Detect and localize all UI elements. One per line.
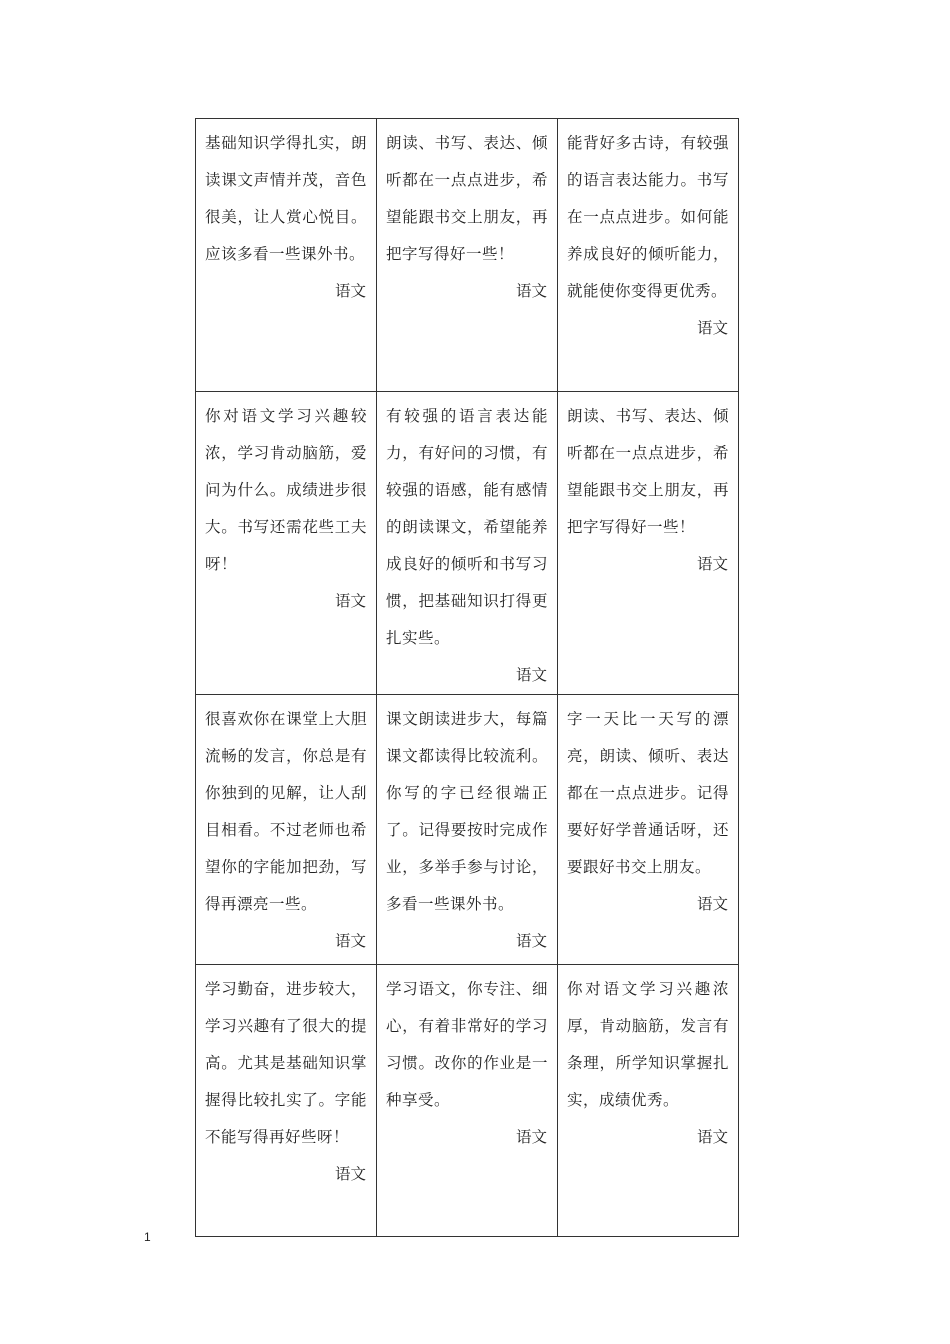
comment-cell (558, 119, 739, 392)
subject-signature: 语文 (334, 1165, 366, 1183)
table-row (196, 965, 739, 1237)
comment-cell (196, 119, 377, 392)
subject-signature: 语文 (334, 282, 366, 300)
subject-signature: 语文 (334, 932, 366, 950)
comment-cell (196, 392, 377, 695)
comment-text: 学习语文，你专注、细心，有着非常好的学习习惯。改你的作业是一种享受。 (386, 980, 548, 1109)
comment-text: 朗读、书写、表达、倾听都在一点点进步，希望能跟书交上朋友，再把字写得好一些！ (567, 407, 729, 536)
comment-text: 学习勤奋，进步较大，学习兴趣有了很大的提高。尤其是基础知识掌握得比较扎实了。字能不能写得再好些呀！ (205, 980, 367, 1146)
comment-text: 基础知识学得扎实，朗读课文声情并茂，音色很美，让人赏心悦目。应该多看一些课外书。 (205, 134, 367, 263)
comment-cell (558, 965, 739, 1237)
comment-text: 很喜欢你在课堂上大胆流畅的发言，你总是有你独到的见解，让人刮目相看。不过老师也希望你的字能加把劲，写得再漂亮一些。 (205, 710, 367, 913)
comment-cell (377, 392, 558, 695)
comment-text: 字一天比一天写的漂亮，朗读、倾听、表达都在一点点进步。记得要好好学普通话呀，还要跟好书交上朋友。 (567, 710, 729, 876)
subject-signature: 语文 (696, 319, 728, 337)
subject-signature: 语文 (696, 555, 728, 573)
comment-cell (196, 965, 377, 1237)
comment-text: 课文朗读进步大，每篇课文都读得比较流利。你写的字已经很端正了。记得要按时完成作业，多举手参与讨论，多看一些课外书。 (386, 710, 548, 913)
subject-signature: 语文 (696, 1128, 728, 1146)
comment-text: 你对语文学习兴趣较浓，学习肯动脑筋，爱问为什么。成绩进步很大。书写还需花些工夫呀！ (205, 407, 367, 573)
subject-signature: 语文 (515, 666, 547, 684)
comment-text: 朗读、书写、表达、倾听都在一点点进步，希望能跟书交上朋友，再把字写得好一些！ (386, 134, 548, 263)
comment-cell (377, 119, 558, 392)
comment-text: 能背好多古诗，有较强的语言表达能力。书写在一点点进步。如何能养成良好的倾听能力，就能使你变得更优秀。 (567, 134, 729, 300)
comment-cell (377, 695, 558, 965)
table-row (196, 392, 739, 695)
table-row (196, 119, 739, 392)
subject-signature: 语文 (515, 932, 547, 950)
comment-text: 你对语文学习兴趣浓厚，肯动脑筋，发言有条理，所学知识掌握扎实，成绩优秀。 (567, 980, 729, 1109)
subject-signature: 语文 (334, 592, 366, 610)
table-row (196, 695, 739, 965)
comment-cell (558, 392, 739, 695)
comment-cell (196, 695, 377, 965)
subject-signature: 语文 (515, 1128, 547, 1146)
comment-cell (377, 965, 558, 1237)
subject-signature: 语文 (515, 282, 547, 300)
comment-cell (558, 695, 739, 965)
comments-table (195, 118, 739, 1237)
comment-text: 有较强的语言表达能力，有好问的习惯，有较强的语感，能有感情的朗读课文，希望能养成良好的倾听和书写习惯，把基础知识打得更扎实些。 (386, 407, 548, 647)
page-number: 1 (144, 1230, 151, 1244)
subject-signature: 语文 (696, 895, 728, 913)
